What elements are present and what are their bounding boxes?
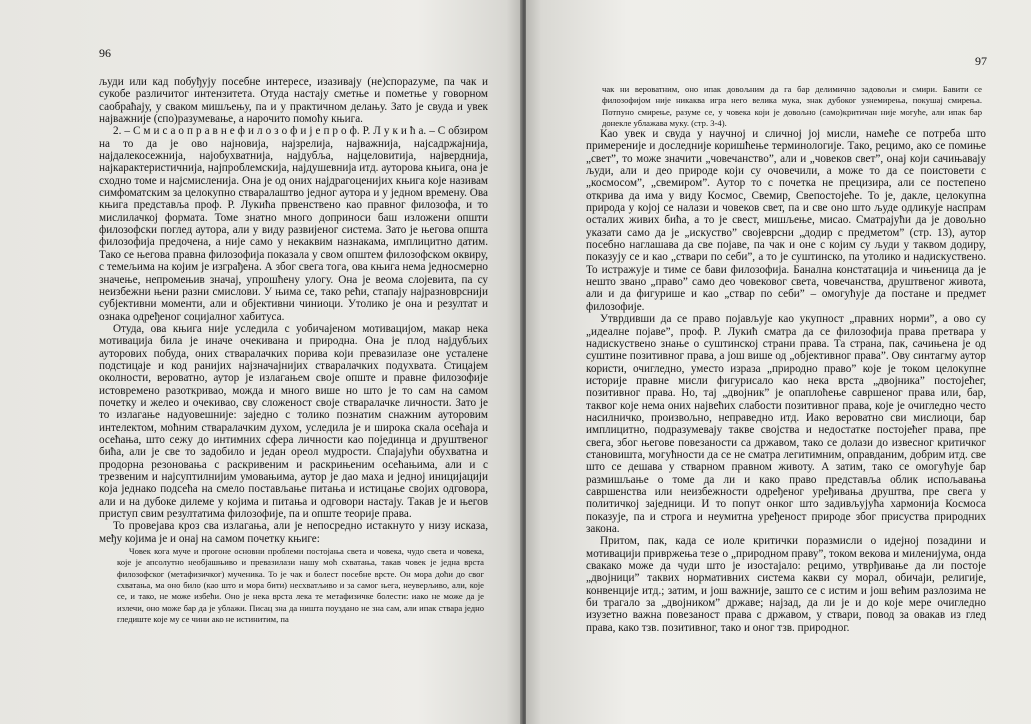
right-page <box>526 0 1031 724</box>
paragraph: Притом, пак, када се иоле критички поразмисли о идејној позадини и мотивацији привржења тезе о „природном праву”, током векова и миленијума, онда свакако може да чуди што је изостајало: рецимо, утврђивање да ли постоје „двојници” таквих нормативних система какви су морал, обичаји, религије, конвенције итд.; затим, и још важније, зашто се с истим и још већим разлозима не би трагало за „двојником” државе; најзад, да ли је и до које мере очигледно изузетно важна повезаност права с државом, у ствари, повод за овакав из глед права, како тзв. позитивног, тако и оног тзв. природног. <box>586 535 986 634</box>
section-heading-paragraph: 2. – С м и с а о п р а в н е ф и л о з о ф и ј е п р о ф. Р. Л у к и ћ а. – С обзиром на то да је ово најновија, најзрелија, најважнија, најсадржајнија, најдалекосежнија, најобухватнија, најдубља, најцеловитија, најверднија, најкарактеристичнија, најпроблемскија, најдушевнија итд. ауторова књига, она је сходно томе и најсмисленија. Она је од оних најдрагоценијих књига које називам симфоматским за целокупно стваралаштво једног аутора и у једном времену. Ова књига представља проф. Р. Лукића првенствено као правног филозофа, и то мислилачкој формата. Томе знатно много доприноси баш изложени општи филозофски поглед аутора, али у виду развијеног система. Зато је његова општа филозофија предочена, а није само у некаквим назнакама, имплицитно датим. Тако се његова правна филозофија показала у свом општем филозофском оквиру, с темељима на којим је изграђена. А због свега тога, ова књига нема једносмерно значење, непромењив значај, упрошћену улогу. Она је веома слојевита, па су неизбежни њени разни смислови. У њима се, тако рећи, стапају најразноврснији субјективни моменти, али и објективни чиниоци. Утолико је она и резултат и ознака одређеног социјалног хабитуса. <box>99 125 488 323</box>
paragraph: Отуда, ова књига није уследила с уобичајеном мотивацијом, макар нека мотивација била је иначе очекивана и природна. Она је плод најдубљих ауторових побуда, оних стваралачких порива који превазилазе оне усталене подстицаје и код ранијих најзначајнијих стваралачких подухвата. Стицајем околности, вероватно, аутор је излагањем своје опште и правне филозофије истовремено разоткривао, можда и много више но што је то сам на самом почетку и желео и очекивао, сву сложеност своје стваралачке личности. Зато је то излагање надуовешније: заједно с толико познатим снажним ауторовим интелектом, моћним стваралачким духом, уследила је и широка скала осећаја и осећања, што сежу до интимних сфера личности као појединца и друштвеног бића, али је све то задобило и један ореол мудрости. Спајајући обухватна и продорна резоновања с раскривеним и раскрињеним осећањима, али и с трезвеним и најсуптилнијим умовањима, аутор је дао маха и једној иницијацији која једнако подсећа на смело постављање питања и истицање својих одговора, али и на дубоке дилеме у којима и питања и одговори настају. Такав је и његов приступ свим резултатима филозофије, па и опште теорије права. <box>99 322 488 521</box>
page-number-right: 97 <box>975 54 987 68</box>
page-number-left: 96 <box>99 46 111 60</box>
paragraph: Као увек и свуда у научној и сличној јој мисли, намеће се потреба што примереније и доследније коришћење терминологије. Тако, рецимо, ако се помиње „свет”, то може значити „човечанство”, али и „човеков свет”, онај који сачињавају људи, али и део природе који су очовечили, а може то да се поистовети с „космосом”, „свемиром”. Аутор то с почетка не прецизира, али се постепено открива да има у виду Космос, Свемир, Свепостојеће. То је, дакле, целокупна природа у којој се налази и човеков свет, па и све оно што људе одликује наспрам осталих живих бића, а то је свест, мишљење, мисао. Сматрајући да је довољно указати само да је „искуство” својеврсни „додир с предметом” (стр. 13), аутор посебно наглашава да све појаве, па чак и оне с којим су људи у таквом додиру, показују се и као „ствари по себи”, а то је суштинско, па утолико и надискуствено. То истражује и тиме се бави филозофија. Банална констатација и чињеница да је нешто звано „право” само део човековог света, човечанства, друштвеног живота, али и да фигурише и као „ствар по себи” – омогућује да постане и предмет филозофије. <box>586 128 986 313</box>
paragraph: То провејава кроз сва излагања, али је непосредно истакнуто у низу исказа, међу којима је и онај на самом почетку књиге: <box>99 520 488 545</box>
block-quote <box>117 546 484 625</box>
quote-text: Човек кога муче и прогоне основни проблеми постојања света и човека, чудо света и човека, које је апсолутно необјашњиво и превазилази нашу моћ схватања, такав човек је једна врста филозофског (метафизичког) мученика. То је чак и болест посебне врсте. Он мора доћи до свог схватања, ма оно било (као што и мора бити) несхватљиво и за самог њега, неуверљиво, али, које се, и тако, не може избећи. Оно је нека врста лека те метафизичке болести: иако не може да је излечи, оно може бар да је ублажи. Писац зна да ништа поуздано не зна сам, али ипак ствара једно гледиште које му се чини ако не истинитим, па <box>117 546 484 624</box>
block-quote-continued <box>602 84 982 129</box>
left-page-body <box>99 76 488 625</box>
quote-text: чак ни вероватним, оно ипак довољним да га бар делимично задовољи и смири. Бавити се филозофијом није никаква игра него велика мука, знак дубоког узнемирења, покушај смирења. Потпуно смирење, разуме се, у човека који је довољно (само)критичан није могуће, али ипак бар донекле ублажава муку. (стр. 3-4). <box>602 84 982 128</box>
right-page-body <box>586 128 986 634</box>
paragraph: Утврдивши да се право појављује као укупност „правних норми”, а ово су „идеалне појаве”, проф. Р. Лукић сматра да се филозофија права претвара у надискуствено знање о суштинској страни права. Та страна, пак, сачињена је од суштине позитивног права, а још више од „објективног права”. Ову синтагму аутор користи, очигледно, уместо израза „природно право” које је током целокупне историје правне мисли фигурисало као нека врста „двојника” постојећег, позитивног права. Но, тај „двојник” је опаплоћење савршеног права или, бар, таквог које нема оних највећих слабости позитивног права, које је очигледно често насилничко, произвољно, неправедно итд. Иако вероватно сви мислиоци, бар имплицитно, подразумевају такве својства и недостатке постојећег права, пре свега, због његове повезаности са државом, тако се долази до извесног критичког становишта, могућности да се не сматра легитимним, оправданим, добрим итд. све што се дешава у стварном правном животу. А затим, тако се омогућује бар размишљање о томе да ли и како право представља облик испољавања савршенства или неизбежности одређеног уређивања друштва, пре свега у политичкој заједници. И то попут онког што задивљујућа хармонија Космоса показује, па и строга и неумитна уређеност природе због присуства природних закона. <box>586 313 986 535</box>
paragraph: људи или кад побуђују посебне интересе, изазивају (не)спорazуме, па чак и сукобе различитог интензитета. Отуда настају сметње и пометње у говорном саобраћају, у сваком мишљењу, па и у практичном делању. Зато је свуда и увек најважније (спо)разумевање, а нарочито помоћу књига. <box>99 76 488 126</box>
